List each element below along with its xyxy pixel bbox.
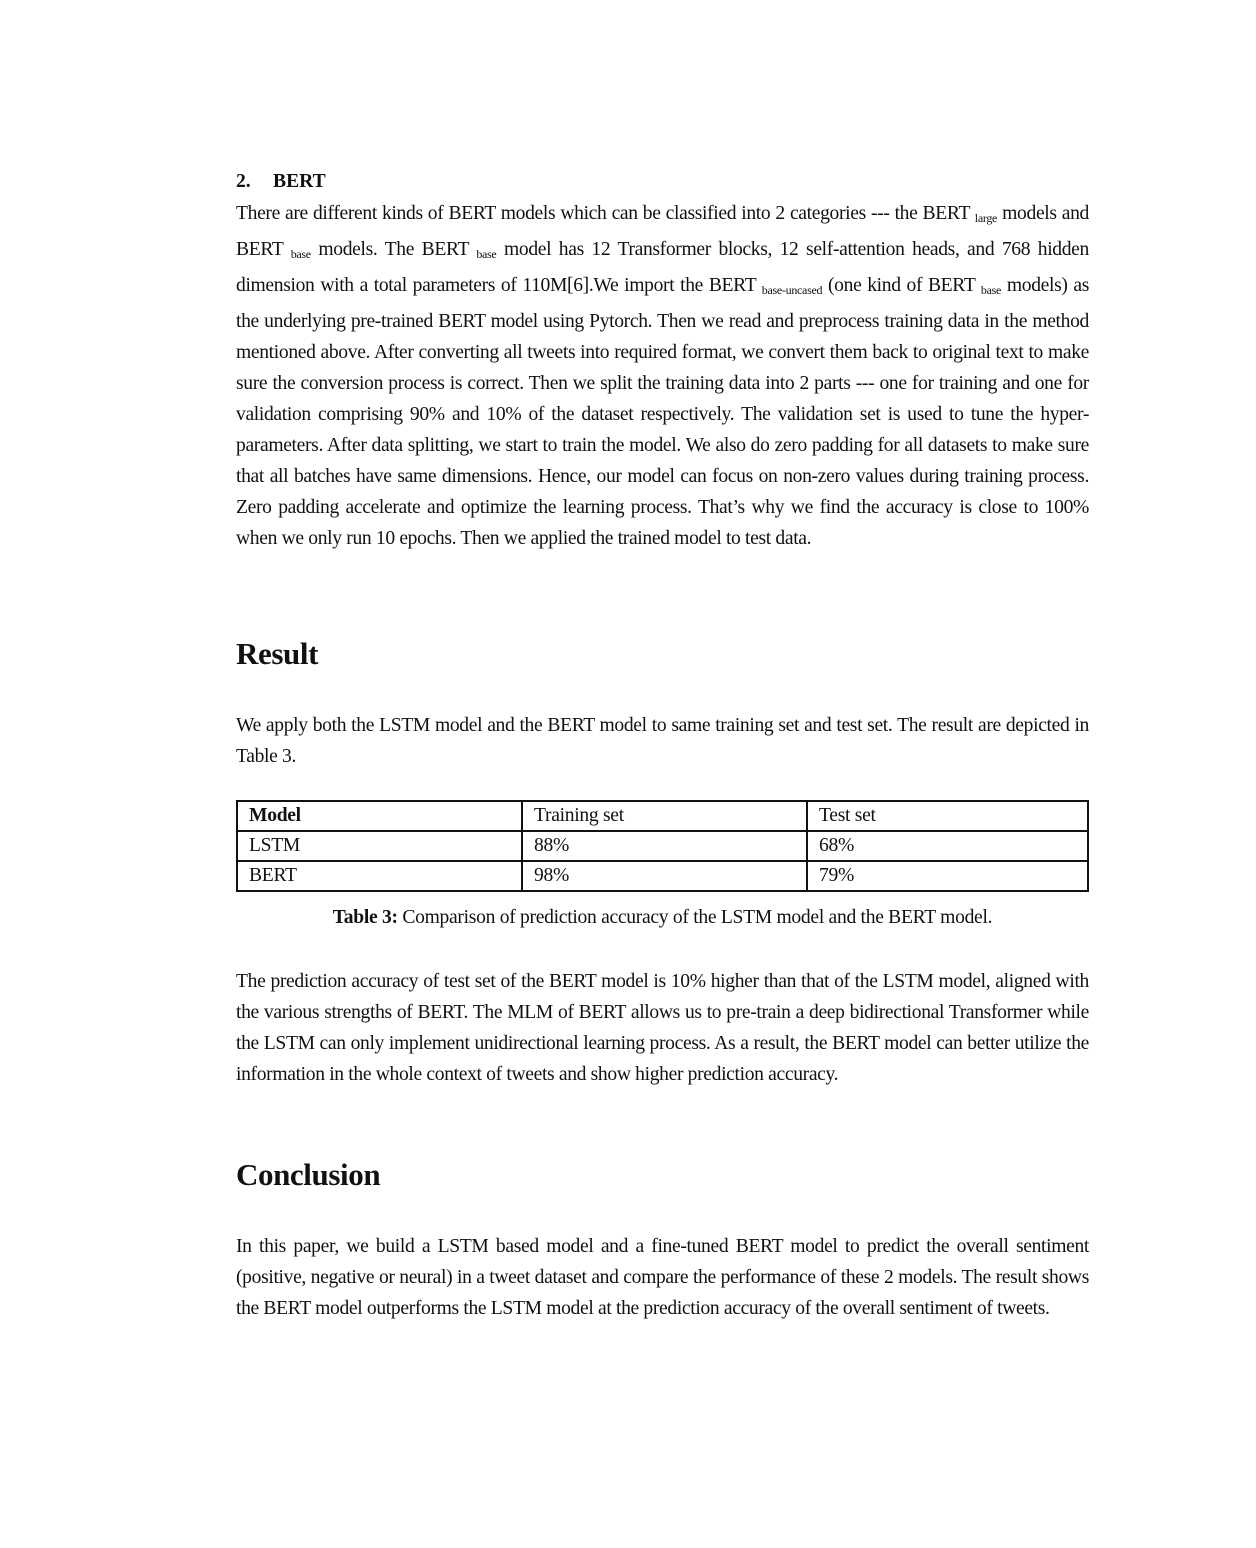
subscript-base-uncased: base-uncased: [761, 283, 823, 297]
subscript-base: base: [476, 247, 497, 261]
result-intro-paragraph: We apply both the LSTM model and the BERT model to same training set and test set. The result are depicted in Table 3.: [236, 715, 1089, 767]
table-header-row: [237, 801, 1088, 831]
table-header-cell: Test set: [807, 801, 1088, 831]
table-cell: LSTM: [237, 831, 522, 861]
table-row: [237, 861, 1088, 891]
results-table: [236, 800, 1089, 892]
table-caption: [236, 904, 1089, 932]
text-run: models. The BERT: [310, 239, 477, 260]
subscript-base: base: [290, 247, 311, 261]
subsection-number: 2.: [236, 171, 251, 192]
subscript-base: base: [980, 283, 1002, 297]
bert-paragraph: [236, 198, 1089, 554]
subscript-large: large: [974, 211, 998, 225]
table-cell: 88%: [522, 831, 807, 861]
subsection-title: BERT: [273, 171, 326, 192]
table-header-cell: Training set: [522, 801, 807, 831]
caption-text: Comparison of prediction accuracy of the LSTM model and the BERT model.: [397, 907, 993, 928]
table-header-cell: Model: [237, 801, 522, 831]
table-cell: 98%: [522, 861, 807, 891]
text-run: (one kind of BERT: [822, 275, 981, 296]
text-run: models) as the underlying pre-trained BERT model using Pytorch. Then we read and preprocess training data in the method mentioned above. After converting all tweets into required format, we convert them back to original text to make sure the conversion process is correct. Then we split the training data into 2 parts --- one for training and one for validation comprising 90% and 10% of the dataset respectively. The validation set is used to tune the hyper-parameters. After data splitting, we start to train the model. We also do zero padding for all datasets to make sure that all batches have same dimensions. Hence, our model can focus on non-zero values during training process. Zero padding accelerate and optimize the learning process. That’s why we find the accuracy is close to 100% when we only run 10 epochs. Then we applied the trained model to test data.: [236, 275, 1089, 549]
table-cell: BERT: [237, 861, 522, 891]
table-cell: 79%: [807, 861, 1088, 891]
subsection-heading-bert: [236, 169, 326, 195]
section-heading-conclusion: Conclusion: [236, 1157, 381, 1192]
conclusion-paragraph: In this paper, we build a LSTM based model and a fine-tuned BERT model to predict the overall sentiment (positive, negative or neural) in a tweet dataset and compare the performance of these 2 models. The result shows the BERT model outperforms the LSTM model at the prediction accuracy of the overall sentiment of tweets.: [236, 1236, 1089, 1319]
text-run: models and BERT: [236, 203, 1089, 260]
caption-label: Table 3:: [332, 907, 398, 928]
result-discussion-paragraph: The prediction accuracy of test set of the BERT model is 10% higher than that of the LSTM model, aligned with the various strengths of BERT. The MLM of BERT allows us to pre-train a deep bidirectional Transformer while the LSTM can only implement unidirectional learning process. As a result, the BERT model can better utilize the information in the whole context of tweets and show higher prediction accuracy.: [236, 971, 1089, 1085]
text-run: model has 12 Transformer blocks, 12 self-attention heads, and 768 hidden dimension with a total parameters of 110M[6].We import the BERT: [236, 239, 1089, 296]
table-row: [237, 831, 1088, 861]
text-run: There are different kinds of BERT models which can be classified into 2 categories --- the BERT: [236, 203, 975, 224]
section-heading-result: Result: [236, 636, 318, 671]
table-cell: 68%: [807, 831, 1088, 861]
